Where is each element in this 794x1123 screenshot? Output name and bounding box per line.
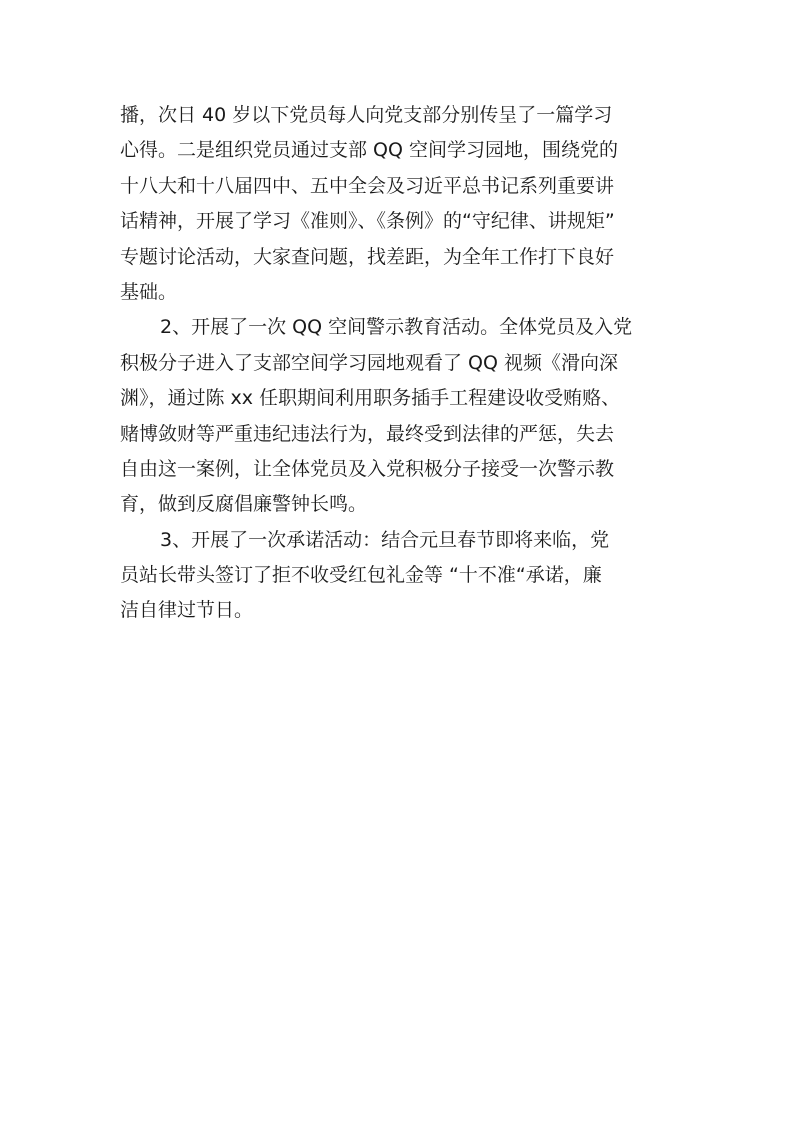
text-line: 话精神，开展了学习《准则》、《条例》的“守纪律、讲规矩” (120, 210, 615, 233)
text-line: 基础。 (120, 280, 178, 303)
paragraph-intro (120, 98, 680, 310)
text-line: 3、开展了一次承诺活动：结合元旦春节即将来临，党 (160, 528, 610, 551)
text-line: 渊》，通过陈 xx 任职期间利用职务插手工程建设收受贿赂、 (120, 387, 621, 410)
text-line: 专题讨论活动，大家查问题，找差距，为全年工作打下良好 (120, 245, 615, 268)
text-line: 自由这一案例，让全体党员及入党积极分子接受一次警示教 (120, 457, 615, 480)
text-line: 育，做到反腐倡廉警钟长鸣。 (120, 493, 368, 516)
text-line: 员站长带头签订了拒不收受红包礼金等 “十不准“承诺，廉 (120, 564, 602, 587)
text-line: 赌博敛财等严重违纪违法行为，最终受到法律的严惩，失去 (120, 422, 615, 445)
text-line: 洁自律过节日。 (120, 599, 254, 622)
paragraph-item-2 (120, 310, 680, 522)
text-line: 播，次日 40 岁以下党员每人向党支部分别传呈了一篇学习 (120, 104, 613, 126)
text-line: 2、开展了一次 QQ 空间警示教育活动。全体党员及入党 (160, 316, 633, 339)
text-line: 心得。二是组织党员通过支部 QQ 空间学习园地，围绕党的 (120, 139, 618, 162)
document-body (120, 98, 680, 629)
text-line: 积极分子进入了支部空间学习园地观看了 QQ 视频《滑向深 (120, 351, 618, 374)
paragraph-item-3 (120, 523, 680, 629)
text-line: 十八大和十八届四中、五中全会及习近平总书记系列重要讲 (120, 174, 615, 197)
